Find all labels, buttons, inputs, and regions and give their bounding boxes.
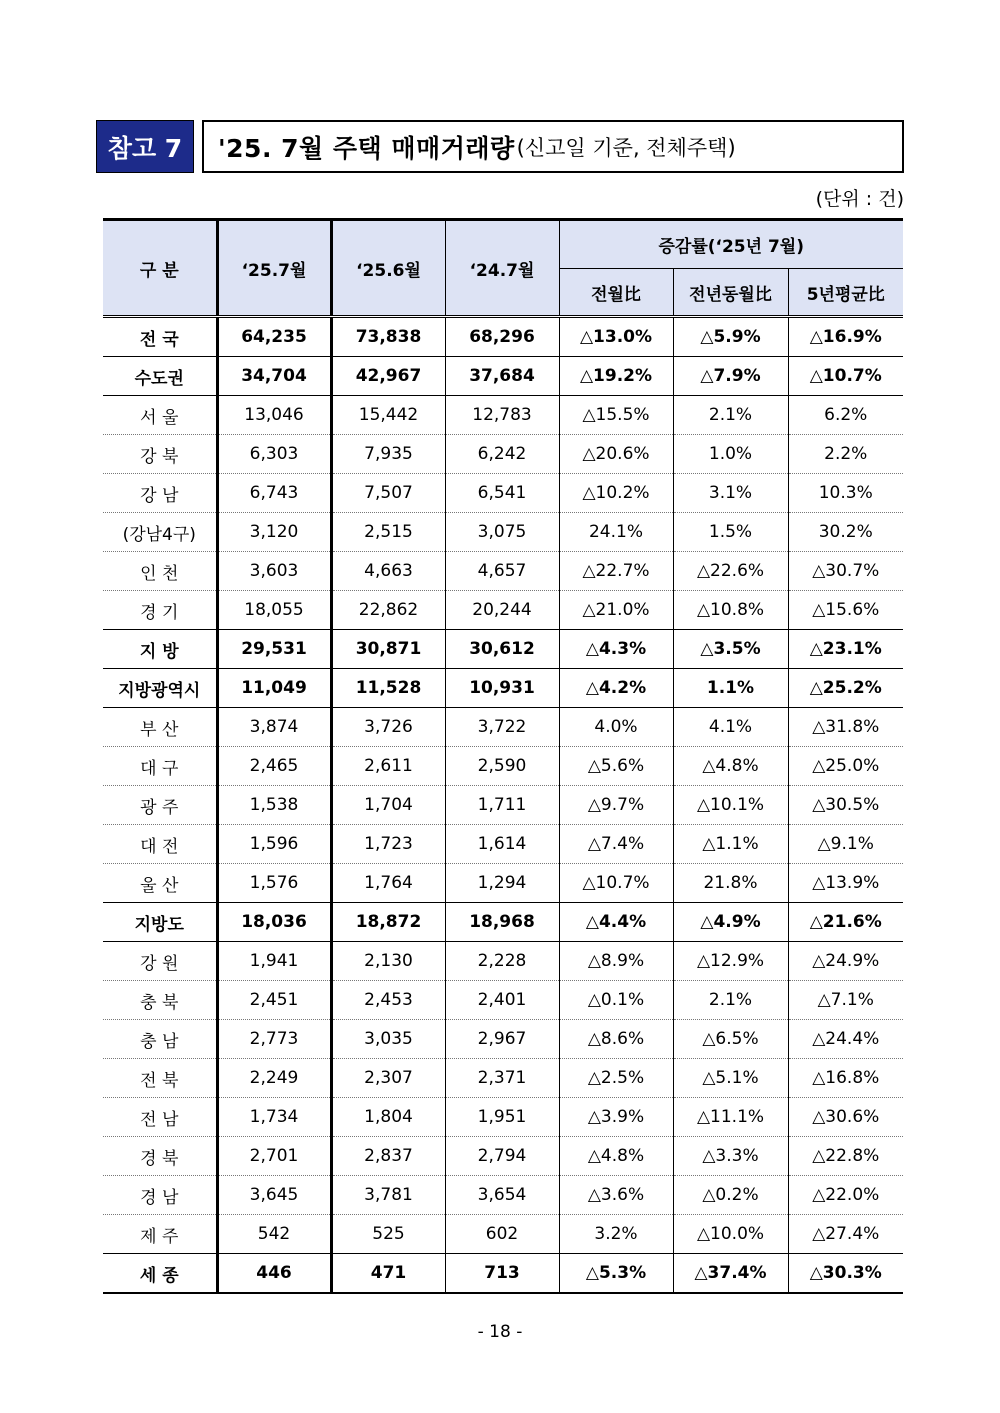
- value-2025-07: 2,773: [217, 1020, 331, 1059]
- growth-mom: △0.1%: [559, 981, 673, 1020]
- growth-5yr: △15.6%: [788, 591, 903, 630]
- value-2024-07: 2,794: [445, 1137, 559, 1176]
- value-2025-07: 542: [217, 1215, 331, 1254]
- value-2024-07: 1,614: [445, 825, 559, 864]
- value-2025-06: 1,764: [331, 864, 445, 903]
- growth-mom: △2.5%: [559, 1059, 673, 1098]
- header-category: 구 분: [103, 220, 217, 317]
- growth-mom: △8.9%: [559, 942, 673, 981]
- value-2025-07: 2,701: [217, 1137, 331, 1176]
- value-2025-06: 471: [331, 1254, 445, 1294]
- value-2025-07: 2,249: [217, 1059, 331, 1098]
- growth-5yr: △22.0%: [788, 1176, 903, 1215]
- growth-yoy: 1.5%: [673, 513, 788, 552]
- region-cell: 충 남: [103, 1020, 217, 1059]
- growth-5yr: 10.3%: [788, 474, 903, 513]
- value-2025-06: 73,838: [331, 317, 445, 357]
- growth-mom: △7.4%: [559, 825, 673, 864]
- table-row: [103, 903, 903, 942]
- table-row: [103, 942, 903, 981]
- value-2024-07: 18,968: [445, 903, 559, 942]
- value-2025-06: 2,130: [331, 942, 445, 981]
- value-2025-07: 18,036: [217, 903, 331, 942]
- table-row: [103, 981, 903, 1020]
- value-2025-06: 3,035: [331, 1020, 445, 1059]
- value-2025-07: 446: [217, 1254, 331, 1294]
- table-row: [103, 864, 903, 903]
- value-2025-06: 2,837: [331, 1137, 445, 1176]
- growth-yoy: △37.4%: [673, 1254, 788, 1294]
- transaction-table: [103, 218, 903, 1294]
- header-col-2024-07: ‘24.7월: [445, 220, 559, 317]
- value-2025-06: 3,781: [331, 1176, 445, 1215]
- growth-5yr: △7.1%: [788, 981, 903, 1020]
- growth-yoy: △5.9%: [673, 317, 788, 357]
- value-2025-06: 22,862: [331, 591, 445, 630]
- growth-mom: △4.3%: [559, 630, 673, 669]
- region-cell: 경 남: [103, 1176, 217, 1215]
- growth-yoy: △12.9%: [673, 942, 788, 981]
- title-box: [202, 120, 904, 173]
- growth-yoy: △3.5%: [673, 630, 788, 669]
- growth-mom: △4.4%: [559, 903, 673, 942]
- growth-mom: △3.9%: [559, 1098, 673, 1137]
- value-2024-07: 2,371: [445, 1059, 559, 1098]
- value-2025-07: 2,465: [217, 747, 331, 786]
- value-2025-06: 7,507: [331, 474, 445, 513]
- value-2024-07: 3,722: [445, 708, 559, 747]
- growth-5yr: △16.9%: [788, 317, 903, 357]
- value-2024-07: 4,657: [445, 552, 559, 591]
- table-row: [103, 1176, 903, 1215]
- table-row: [103, 1254, 903, 1294]
- growth-mom: △13.0%: [559, 317, 673, 357]
- value-2024-07: 10,931: [445, 669, 559, 708]
- value-2025-06: 42,967: [331, 357, 445, 396]
- growth-5yr: △30.5%: [788, 786, 903, 825]
- growth-mom: △19.2%: [559, 357, 673, 396]
- value-2024-07: 1,951: [445, 1098, 559, 1137]
- table-row: [103, 474, 903, 513]
- growth-mom: △5.3%: [559, 1254, 673, 1294]
- region-cell: 지 방: [103, 630, 217, 669]
- table-row: [103, 747, 903, 786]
- region-cell: 지방광역시: [103, 669, 217, 708]
- growth-5yr: △9.1%: [788, 825, 903, 864]
- value-2025-06: 1,704: [331, 786, 445, 825]
- growth-yoy: △10.0%: [673, 1215, 788, 1254]
- value-2025-07: 6,303: [217, 435, 331, 474]
- table-row: [103, 552, 903, 591]
- region-cell: 전 남: [103, 1098, 217, 1137]
- growth-5yr: △10.7%: [788, 357, 903, 396]
- growth-yoy: 2.1%: [673, 396, 788, 435]
- value-2025-07: 3,874: [217, 708, 331, 747]
- growth-mom: △20.6%: [559, 435, 673, 474]
- value-2024-07: 1,294: [445, 864, 559, 903]
- growth-5yr: △24.9%: [788, 942, 903, 981]
- value-2025-07: 6,743: [217, 474, 331, 513]
- region-cell: 울 산: [103, 864, 217, 903]
- table-row: [103, 708, 903, 747]
- title-row: [96, 120, 904, 173]
- growth-yoy: 2.1%: [673, 981, 788, 1020]
- growth-5yr: △25.2%: [788, 669, 903, 708]
- value-2024-07: 20,244: [445, 591, 559, 630]
- region-cell: 강 북: [103, 435, 217, 474]
- growth-5yr: 30.2%: [788, 513, 903, 552]
- table-row: [103, 357, 903, 396]
- value-2025-06: 2,515: [331, 513, 445, 552]
- value-2025-07: 11,049: [217, 669, 331, 708]
- table-row: [103, 669, 903, 708]
- value-2025-06: 1,723: [331, 825, 445, 864]
- page-number: - 18 -: [477, 1322, 523, 1342]
- region-cell: 서 울: [103, 396, 217, 435]
- growth-mom: △10.7%: [559, 864, 673, 903]
- table-row: [103, 317, 903, 357]
- growth-yoy: △5.1%: [673, 1059, 788, 1098]
- growth-5yr: △31.8%: [788, 708, 903, 747]
- growth-mom: △8.6%: [559, 1020, 673, 1059]
- growth-mom: △4.2%: [559, 669, 673, 708]
- table-row: [103, 1137, 903, 1176]
- growth-mom: 24.1%: [559, 513, 673, 552]
- value-2025-07: 29,531: [217, 630, 331, 669]
- table-row: [103, 825, 903, 864]
- region-cell: 광 주: [103, 786, 217, 825]
- value-2024-07: 6,541: [445, 474, 559, 513]
- growth-5yr: △30.7%: [788, 552, 903, 591]
- table-row: [103, 1020, 903, 1059]
- value-2025-07: 1,596: [217, 825, 331, 864]
- unit-label: (단위 : 건): [815, 188, 904, 210]
- growth-yoy: 1.1%: [673, 669, 788, 708]
- growth-5yr: 6.2%: [788, 396, 903, 435]
- growth-mom: △5.6%: [559, 747, 673, 786]
- growth-5yr: △30.3%: [788, 1254, 903, 1294]
- region-cell: 전 북: [103, 1059, 217, 1098]
- header-col-2025-06: ‘25.6월: [331, 220, 445, 317]
- growth-yoy: 21.8%: [673, 864, 788, 903]
- value-2025-07: 13,046: [217, 396, 331, 435]
- growth-mom: △3.6%: [559, 1176, 673, 1215]
- region-cell: (강남4구): [103, 513, 217, 552]
- table-row: [103, 513, 903, 552]
- region-cell: 수도권: [103, 357, 217, 396]
- region-cell: 강 원: [103, 942, 217, 981]
- value-2025-07: 3,603: [217, 552, 331, 591]
- value-2024-07: 713: [445, 1254, 559, 1294]
- growth-yoy: △4.8%: [673, 747, 788, 786]
- growth-yoy: △7.9%: [673, 357, 788, 396]
- header-yoy: 전년동월比: [673, 269, 788, 317]
- value-2025-07: 18,055: [217, 591, 331, 630]
- header-5yr-avg: 5년평균比: [788, 269, 903, 317]
- table-row: [103, 591, 903, 630]
- region-cell: 전 국: [103, 317, 217, 357]
- value-2024-07: 2,967: [445, 1020, 559, 1059]
- growth-5yr: △23.1%: [788, 630, 903, 669]
- growth-mom: △15.5%: [559, 396, 673, 435]
- table-row: [103, 786, 903, 825]
- growth-yoy: △1.1%: [673, 825, 788, 864]
- region-cell: 인 천: [103, 552, 217, 591]
- value-2025-07: 1,941: [217, 942, 331, 981]
- value-2025-07: 34,704: [217, 357, 331, 396]
- growth-5yr: △30.6%: [788, 1098, 903, 1137]
- value-2024-07: 37,684: [445, 357, 559, 396]
- growth-yoy: 1.0%: [673, 435, 788, 474]
- table-row: [103, 630, 903, 669]
- growth-5yr: △24.4%: [788, 1020, 903, 1059]
- value-2024-07: 30,612: [445, 630, 559, 669]
- value-2025-06: 2,611: [331, 747, 445, 786]
- region-cell: 지방도: [103, 903, 217, 942]
- value-2024-07: 2,590: [445, 747, 559, 786]
- region-cell: 대 구: [103, 747, 217, 786]
- growth-yoy: △0.2%: [673, 1176, 788, 1215]
- growth-5yr: 2.2%: [788, 435, 903, 474]
- region-cell: 경 북: [103, 1137, 217, 1176]
- value-2024-07: 1,711: [445, 786, 559, 825]
- growth-yoy: △22.6%: [673, 552, 788, 591]
- value-2024-07: 12,783: [445, 396, 559, 435]
- region-cell: 경 기: [103, 591, 217, 630]
- growth-mom: 4.0%: [559, 708, 673, 747]
- value-2025-06: 18,872: [331, 903, 445, 942]
- growth-mom: △22.7%: [559, 552, 673, 591]
- value-2025-07: 1,538: [217, 786, 331, 825]
- growth-5yr: △25.0%: [788, 747, 903, 786]
- value-2025-07: 2,451: [217, 981, 331, 1020]
- growth-yoy: △11.1%: [673, 1098, 788, 1137]
- growth-mom: △9.7%: [559, 786, 673, 825]
- growth-yoy: 3.1%: [673, 474, 788, 513]
- value-2025-06: 525: [331, 1215, 445, 1254]
- region-cell: 세 종: [103, 1254, 217, 1294]
- value-2025-06: 3,726: [331, 708, 445, 747]
- table-row: [103, 1215, 903, 1254]
- growth-mom: △4.8%: [559, 1137, 673, 1176]
- table-row: [103, 1059, 903, 1098]
- growth-5yr: △16.8%: [788, 1059, 903, 1098]
- header-col-2025-07: ‘25.7월: [217, 220, 331, 317]
- page-title: '25. 7월 주택 매매거래량: [218, 133, 515, 163]
- value-2025-06: 4,663: [331, 552, 445, 591]
- growth-yoy: △6.5%: [673, 1020, 788, 1059]
- growth-yoy: △4.9%: [673, 903, 788, 942]
- value-2025-07: 64,235: [217, 317, 331, 357]
- growth-yoy: △10.8%: [673, 591, 788, 630]
- reference-badge: 참고 7: [96, 120, 194, 173]
- value-2024-07: 6,242: [445, 435, 559, 474]
- table-row: [103, 396, 903, 435]
- growth-5yr: △27.4%: [788, 1215, 903, 1254]
- growth-5yr: △13.9%: [788, 864, 903, 903]
- page-subtitle: (신고일 기준, 전체주택): [516, 135, 736, 160]
- growth-mom: 3.2%: [559, 1215, 673, 1254]
- growth-mom: △10.2%: [559, 474, 673, 513]
- header-mom: 전월比: [559, 269, 673, 317]
- region-cell: 충 북: [103, 981, 217, 1020]
- region-cell: 제 주: [103, 1215, 217, 1254]
- value-2024-07: 2,228: [445, 942, 559, 981]
- value-2025-07: 3,645: [217, 1176, 331, 1215]
- header-growth-group: 증감률(‘25년 7월): [559, 220, 903, 269]
- region-cell: 강 남: [103, 474, 217, 513]
- value-2024-07: 602: [445, 1215, 559, 1254]
- value-2025-07: 1,576: [217, 864, 331, 903]
- value-2024-07: 2,401: [445, 981, 559, 1020]
- growth-5yr: △21.6%: [788, 903, 903, 942]
- value-2025-07: 1,734: [217, 1098, 331, 1137]
- value-2025-06: 11,528: [331, 669, 445, 708]
- value-2024-07: 68,296: [445, 317, 559, 357]
- growth-yoy: 4.1%: [673, 708, 788, 747]
- value-2025-06: 30,871: [331, 630, 445, 669]
- value-2024-07: 3,075: [445, 513, 559, 552]
- region-cell: 대 전: [103, 825, 217, 864]
- value-2025-07: 3,120: [217, 513, 331, 552]
- value-2024-07: 3,654: [445, 1176, 559, 1215]
- table-row: [103, 435, 903, 474]
- table-row: [103, 1098, 903, 1137]
- growth-mom: △21.0%: [559, 591, 673, 630]
- value-2025-06: 15,442: [331, 396, 445, 435]
- value-2025-06: 2,307: [331, 1059, 445, 1098]
- growth-yoy: △10.1%: [673, 786, 788, 825]
- value-2025-06: 2,453: [331, 981, 445, 1020]
- growth-5yr: △22.8%: [788, 1137, 903, 1176]
- region-cell: 부 산: [103, 708, 217, 747]
- table-body: [103, 317, 903, 1294]
- value-2025-06: 1,804: [331, 1098, 445, 1137]
- value-2025-06: 7,935: [331, 435, 445, 474]
- growth-yoy: △3.3%: [673, 1137, 788, 1176]
